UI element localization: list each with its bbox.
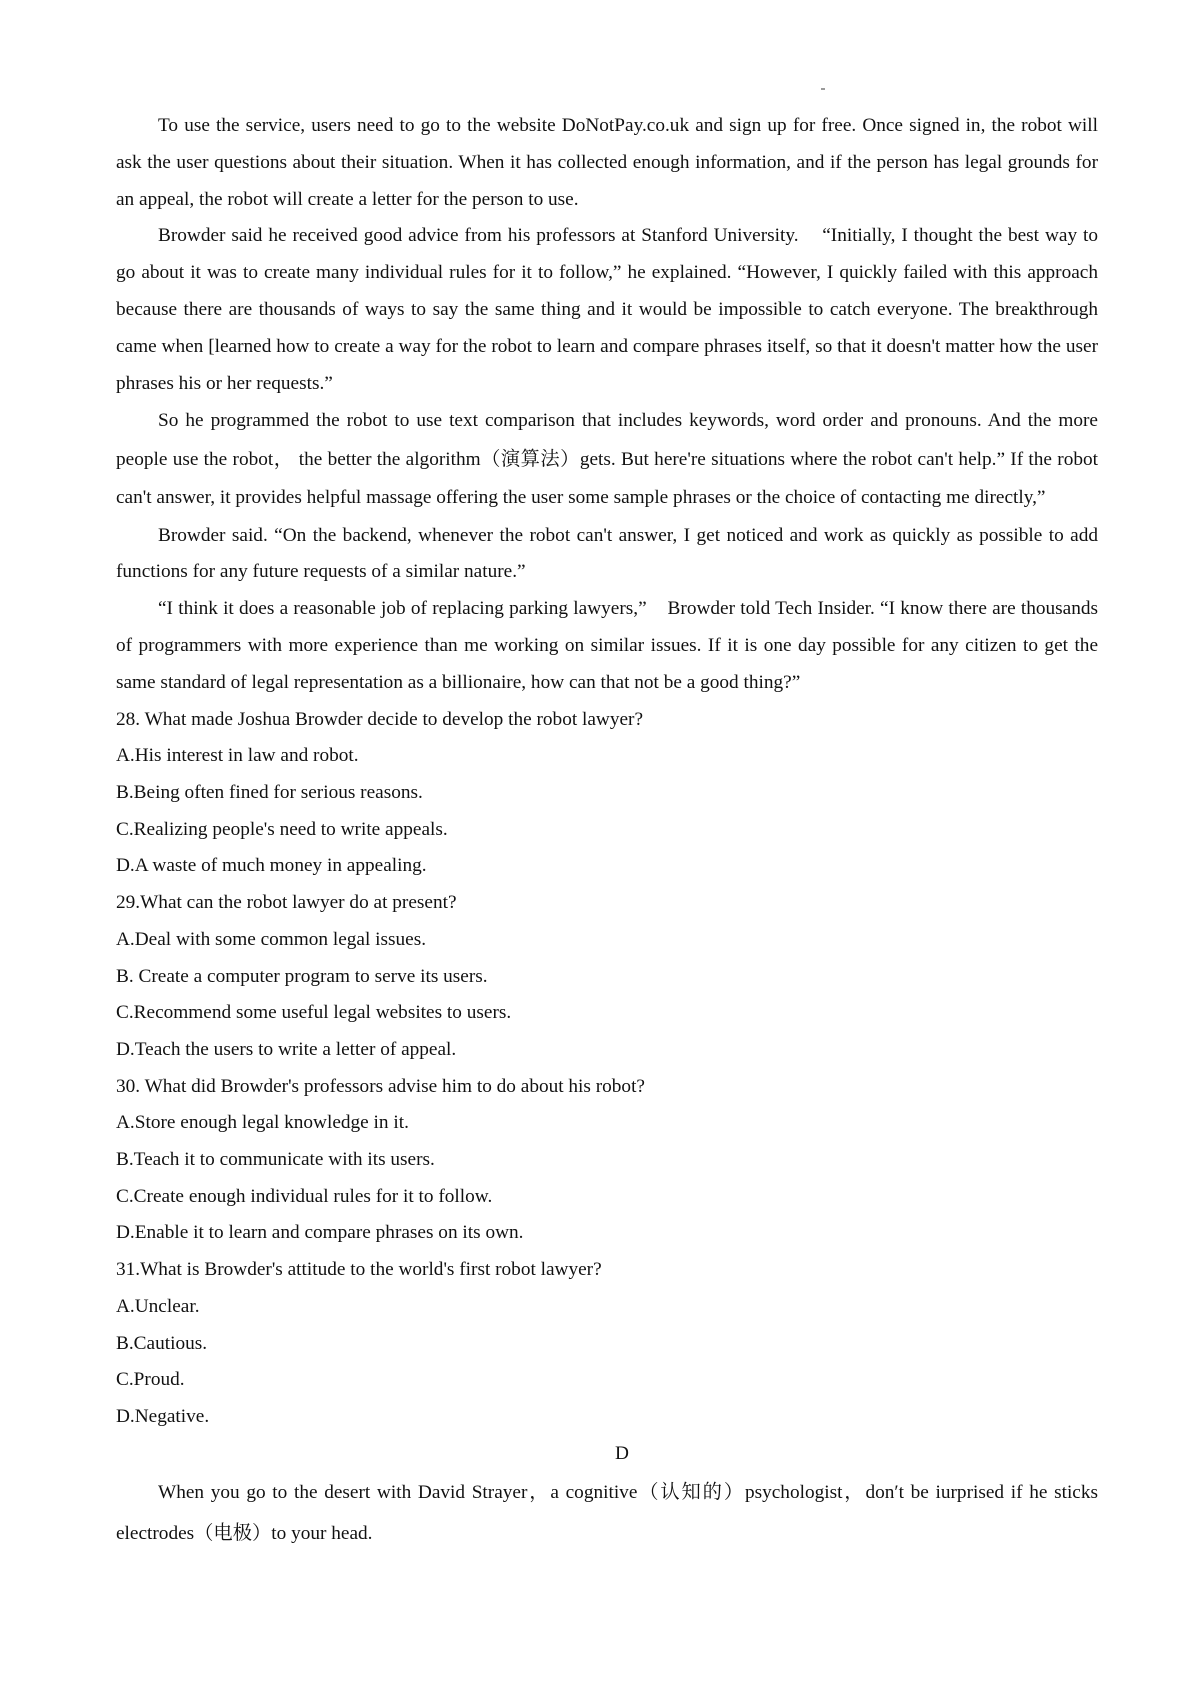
- option-d: D.A waste of much money in appealing.: [116, 855, 427, 877]
- option-c: C.Proud.: [116, 1369, 185, 1391]
- option-d: D.Negative.: [116, 1405, 210, 1427]
- question-28: [116, 702, 1098, 886]
- paragraph-replacing-lawyers: “I think it does a reasonable job of replacing parking lawyers,” Browder told Tech Insider. “I know there are thousands of programmers with more experience than me working on similar issues. If it is one day possible for any citizen to get the same standard of legal representation as a billionaire, how can that not be a good thing?”: [116, 598, 1098, 693]
- paragraph-backend: Browder said. “On the backend, whenever the robot can't answer, I get noticed and work as quickly as possible to add functions for any future requests of a similar nature.”: [116, 524, 1098, 583]
- paragraph-desert-strayer: When you go to the desert with David Strayer，a cognitive（认知的）psychologist，don′t be iurprised if he sticks electrodes（电极）to your head.: [116, 1482, 1098, 1545]
- document-page: [116, 108, 1098, 1554]
- option-d: D.Teach the users to write a letter of appeal.: [116, 1038, 457, 1060]
- option-d: D.Enable it to learn and compare phrases on its own.: [116, 1222, 524, 1244]
- question-stem: 31.What is Browder's attitude to the world's first robot lawyer?: [116, 1259, 602, 1281]
- scan-artifact-dot: [821, 88, 825, 90]
- option-c: C.Recommend some useful legal websites to users.: [116, 1002, 512, 1024]
- question-29: [116, 885, 1098, 1069]
- question-stem: 30. What did Browder's professors advise him to do about his robot?: [116, 1075, 645, 1097]
- option-a: A.His interest in law and robot.: [116, 745, 359, 767]
- question-stem: 28. What made Joshua Browder decide to develop the robot lawyer?: [116, 708, 644, 730]
- option-a: A.Deal with some common legal issues.: [116, 928, 427, 950]
- option-b: B.Cautious.: [116, 1332, 208, 1354]
- question-31: [116, 1252, 1098, 1436]
- option-b: B. Create a computer program to serve its users.: [116, 965, 488, 987]
- option-b: B.Teach it to communicate with its users.: [116, 1149, 435, 1171]
- paragraph-text-comparison: So he programmed the robot to use text comparison that includes keywords, word order and pronouns. And the more people use the robot， the better the algorithm（演算法）gets. But here're situations where the robot can't help.” If the robot can't answer, it provides helpful massage offering the user some sample phrases or the choice of contacting me directly,”: [116, 410, 1098, 509]
- question-30: [116, 1069, 1098, 1253]
- option-b: B.Being often fined for serious reasons.: [116, 781, 423, 803]
- question-stem: 29.What can the robot lawyer do at present?: [116, 892, 457, 914]
- option-a: A.Unclear.: [116, 1295, 200, 1317]
- option-c: C.Realizing people's need to write appeals.: [116, 818, 448, 840]
- option-c: C.Create enough individual rules for it to follow.: [116, 1185, 493, 1207]
- paragraph-professors-advice: Browder said he received good advice from his professors at Stanford University. “Initially, I thought the best way to go about it was to create many individual rules for it to follow,” he explained. “However, I quickly failed with this approach because there are thousands of ways to say the same thing and it would be impossible to catch everyone. The breakthrough came when [learned how to create a way for the robot to learn and compare phrases itself, so that it doesn't matter how the user phrases his or her requests.”: [116, 225, 1098, 394]
- option-a: A.Store enough legal knowledge in it.: [116, 1112, 409, 1134]
- paragraph-service-signup: To use the service, users need to go to the website DoNotPay.co.uk and sign up for free. Once signed in, the robot will ask the user questions about their situation. When it has collected enough information, and if the person has legal grounds for an appeal, the robot will create a letter for the person to use.: [116, 115, 1098, 210]
- section-heading-d: D: [615, 1442, 629, 1464]
